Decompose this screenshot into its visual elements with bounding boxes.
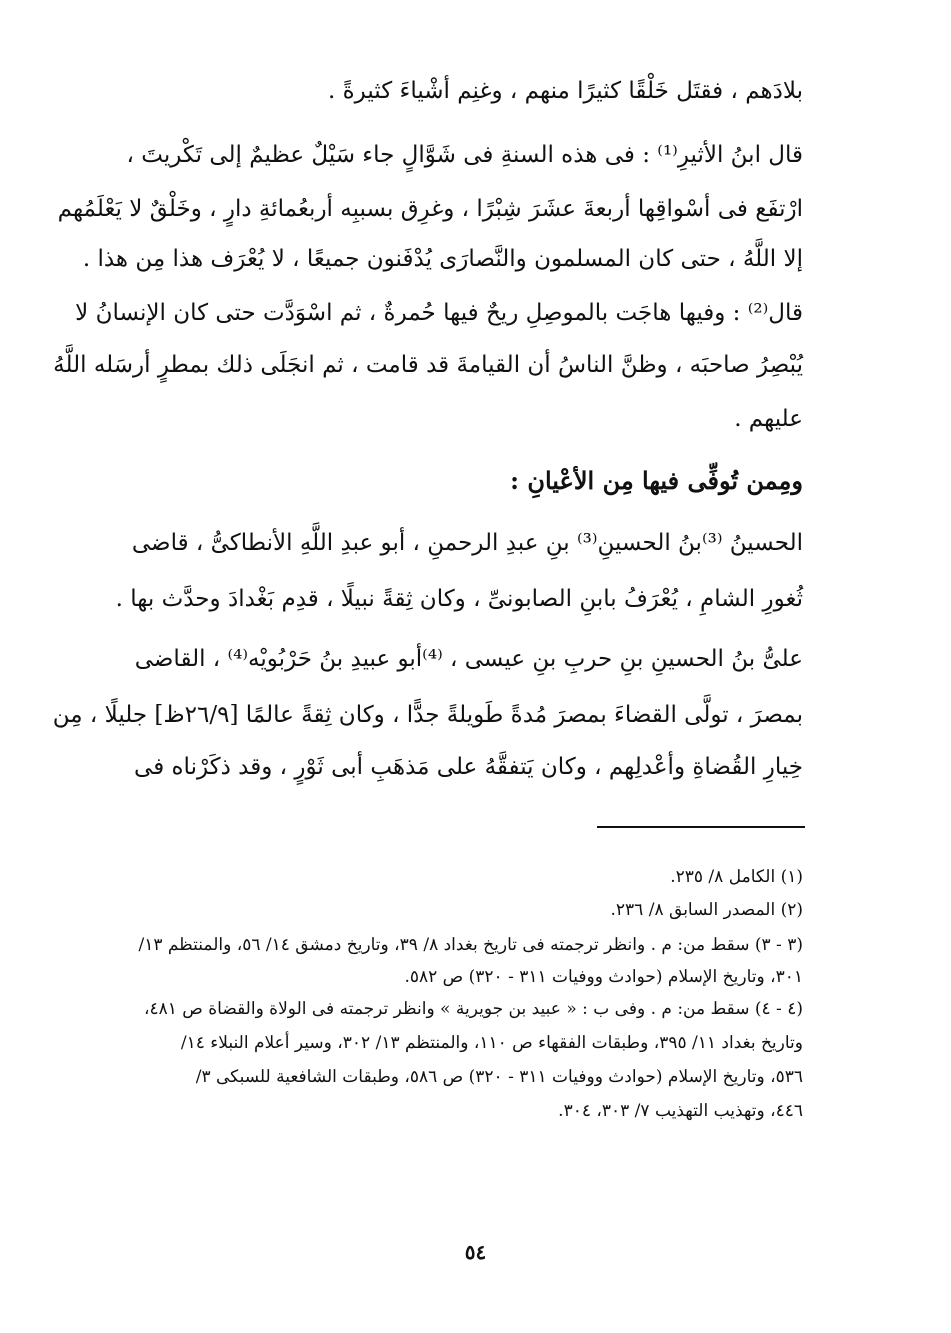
footnote: ٣٠١، وتاريخ الإسلام (حوادث ووفيات ٣١١ - ٣٢٠) ص ٥٨٢. xyxy=(404,967,803,987)
body-line: ارْتفَع فى أسْواقِها أربعةَ عشَرَ شِبْرًا ، وغرِق بسببِه أربعُمائةِ دارٍ ، وخَلْقٌ لا يَعْلَمُهم xyxy=(57,196,803,222)
body-line: يُبْصِرُ صاحبَه ، وظنَّ الناسُ أن القيامةَ قد قامت ، ثم انجَلَى ذلك بمطرٍ أرسَله اللَّهُ xyxy=(53,352,803,378)
page-number: ٥٤ xyxy=(464,1240,487,1264)
footnote-separator xyxy=(597,826,805,828)
footnote: (١) الكامل ٨/ ٢٣٥. xyxy=(670,867,803,887)
entry-line: بمصرَ ، تولَّى القضاءَ بمصرَ مُدةً طَويلةً جدًّا ، وكان ثِقةً عالمًا [٢٦/٩ظ] جليلًا ، مِن xyxy=(52,702,803,728)
section-heading: ومِمن تُوفِّى فيها مِن الأعْيانِ : xyxy=(510,466,803,495)
footnote: (٢) المصدر السابق ٨/ ٢٣٦. xyxy=(610,900,803,920)
body-line: بلادَهم ، فقتَل خَلْقًا كثيرًا منهم ، وغنِم أشْياءَ كثيرةً . xyxy=(328,78,803,104)
entry-line: ثُغورِ الشامِ ، يُعْرَفُ بابنِ الصابونىِّ ، وكان ثِقةً نبيلًا ، قدِم بَغْدادَ وحدَّث بها . xyxy=(115,586,803,612)
footnote: وتاريخ بغداد ١١/ ٣٩٥، وطبقات الفقهاء ص ١١٠، والمنتظم ١٣/ ٣٠٢، وسير أعلام النبلاء ١٤/ xyxy=(180,1033,803,1053)
footnote: (٤ - ٤) سقط من: م . وفى ب : « عبيد بن جويرية » وانظر ترجمته فى الولاة والقضاة ص ٤٨١، xyxy=(143,999,803,1019)
body-line: قال⁽²⁾ : وفيها هاجَت بالموصِلِ ريحٌ فيها حُمرةٌ ، ثم اسْوَدَّت حتى كان الإنسانُ لا xyxy=(75,300,803,326)
body-line: إلا اللَّهُ ، حتى كان المسلمون والنَّصارَى يُدْفَنون جميعًا ، لا يُعْرَف هذا مِن هذا . xyxy=(82,246,803,272)
footnote: (٣ - ٣) سقط من: م . وانظر ترجمته فى تاريخ بغداد ٨/ ٣٩، وتاريخ دمشق ١٤/ ٥٦، والمنتظم ١٣/ xyxy=(138,935,803,955)
body-line: قال ابنُ الأثيرِ⁽¹⁾ : فى هذه السنةِ فى شَوَّالٍ جاء سَيْلٌ عظيمٌ إلى تَكْريتَ ، xyxy=(126,142,803,168)
footnote: ٥٣٦، وتاريخ الإسلام (حوادث ووفيات ٣١١ - ٣٢٠) ص ٥٨٦، وطبقات الشافعية للسبكى ٣/ xyxy=(195,1067,803,1087)
body-line: عليهم . xyxy=(734,406,803,432)
entry-line: الحسينُ ⁽³⁾بنُ الحسينِ⁽³⁾ بنِ عبدِ الرحمنِ ، أبو عبدِ اللَّهِ الأنطاكىُّ ، قاضى xyxy=(131,530,803,556)
entry-line: علىُّ بنُ الحسينِ بنِ حربِ بنِ عيسى ، ⁽⁴⁾أبو عبيدِ بنُ حَرْبُويْه⁽⁴⁾ ، القاضى xyxy=(134,646,803,672)
entry-line: خِيارِ القُضاةِ وأعْدلِهم ، وكان يَتفقَّهُ على مَذهَبِ أبى ثَوْرٍ ، وقد ذكَرْناه فى xyxy=(134,754,803,780)
footnote: ٤٤٦، وتهذيب التهذيب ٧/ ٣٠٣، ٣٠٤. xyxy=(558,1101,803,1121)
